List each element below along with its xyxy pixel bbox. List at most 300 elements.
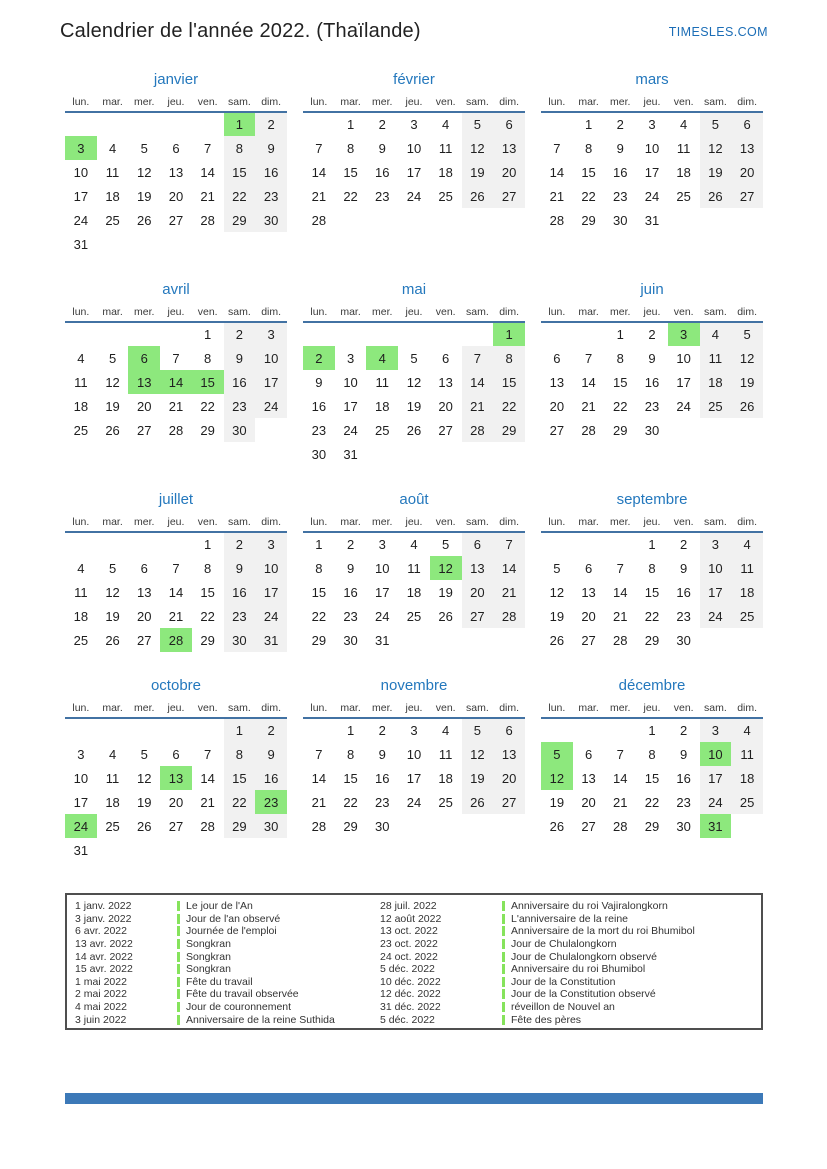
weekday-header: sam. [700,92,732,112]
empty-cell [462,628,494,652]
date-cell: 14 [613,770,628,786]
legend-row [380,938,695,951]
weekday-header: sam. [224,512,256,532]
date-cell: 20 [168,794,184,810]
date-cell: 1 [204,327,212,342]
date-cell: 28 [168,422,184,438]
legend-label: Fête du travail [186,975,253,988]
date-cell: 11 [74,584,88,600]
weekday-header: lun. [65,512,97,532]
date-cell: 19 [731,370,763,394]
weekday-header: dim. [255,698,287,718]
month-grid [541,92,763,232]
month-mars [541,70,763,232]
empty-cell [335,208,367,232]
legend-date: 24 oct. 2022 [380,950,438,963]
weekday-header: sam. [224,302,256,322]
weekday-header: lun. [303,92,335,112]
date-cell: 10 [700,556,732,580]
weekday-header: lun. [303,302,335,322]
date-cell: 17 [700,580,732,604]
empty-cell [493,628,525,652]
date-cell: 27 [168,212,184,228]
date-cell: 13 [493,136,525,160]
date-cell: 12 [406,374,422,390]
holiday-marker-icon [502,1002,505,1012]
date-cell: 5 [442,537,450,552]
date-cell: 19 [462,766,494,790]
weekday-header: lun. [541,698,573,718]
empty-cell [541,532,573,556]
weekday-header: ven. [192,512,224,532]
holiday-marker-icon [177,901,180,911]
date-cell: 18 [731,580,763,604]
date-cell: 7 [204,140,212,156]
weekday-header: mer. [604,512,636,532]
date-cell: 18 [438,770,453,786]
month-title: août [399,491,429,508]
date-cell: 25 [731,604,763,628]
empty-cell [541,322,573,346]
date-cell: 17 [343,398,358,414]
date-cell: 8 [584,140,593,156]
month-title: novembre [380,677,448,694]
date-cell: 23 [676,794,691,810]
date-cell: 3 [700,718,732,742]
date-cell: 12 [137,164,152,180]
date-cell: 25 [105,212,120,228]
weekday-header: jeu. [398,512,430,532]
date-cell: 13 [493,742,525,766]
date-cell: 30 [255,208,287,232]
date-cell: 18 [438,164,453,180]
date-cell: 20 [168,188,184,204]
empty-cell [160,112,192,136]
holiday-marker-icon [502,939,505,949]
date-cell: 16 [644,374,660,390]
holiday-marker-icon [177,926,180,936]
date-cell: 15 [343,164,358,180]
date-cell: 5 [140,746,148,762]
date-cell: 3 [378,537,386,552]
date-cell: 7 [204,746,212,762]
empty-cell [430,814,462,838]
date-cell: 23 [255,790,287,814]
legend-column-2 [380,900,695,1026]
date-cell: 16 [255,766,287,790]
date-cell: 31 [700,814,732,838]
date-cell: 19 [137,794,152,810]
legend-row [380,900,695,913]
date-cell: 2 [648,327,656,342]
date-cell: 14 [160,370,192,394]
weekday-header: mar. [97,302,129,322]
legend-date: 4 mai 2022 [75,1001,127,1014]
weekday-header: lun. [303,698,335,718]
weekday-header: sam. [224,698,256,718]
date-cell: 16 [375,164,390,180]
weekday-header: mer. [128,302,160,322]
month-title: septembre [616,491,688,508]
weekday-header: sam. [700,698,732,718]
holiday-marker-icon [502,964,505,974]
empty-cell [303,322,335,346]
empty-cell [493,814,525,838]
legend-row [75,913,335,926]
date-cell: 21 [581,398,596,414]
date-cell: 7 [616,746,624,762]
date-cell: 4 [77,560,85,576]
date-cell: 1 [648,537,656,552]
date-cell: 14 [613,584,628,600]
date-cell: 2 [255,718,287,742]
holiday-marker-icon [177,952,180,962]
month-septembre [541,490,763,652]
date-cell: 10 [406,140,422,156]
month-grid [65,698,287,862]
date-cell: 4 [442,117,450,132]
legend-label: Jour de la Constitution observé [511,988,656,1001]
date-cell: 31 [343,446,358,462]
weekday-header: lun. [65,302,97,322]
date-cell: 24 [700,604,732,628]
date-cell: 4 [366,346,398,370]
date-cell: 22 [343,188,358,204]
date-cell: 8 [493,346,525,370]
date-cell: 16 [676,770,691,786]
weekday-header: ven. [430,302,462,322]
date-cell: 10 [644,140,660,156]
empty-cell [462,814,494,838]
weekday-header: mer. [128,512,160,532]
date-cell: 30 [224,628,256,652]
legend-column-1 [75,900,335,1026]
date-cell: 28 [200,818,215,834]
date-cell: 23 [375,794,390,810]
date-cell: 6 [553,350,561,366]
date-cell: 7 [315,746,323,762]
date-cell: 16 [676,584,691,600]
date-cell: 13 [549,374,565,390]
month-grid [541,302,763,442]
date-cell: 12 [105,584,120,600]
empty-cell [462,322,494,346]
weekday-header: dim. [731,92,763,112]
empty-cell [731,628,763,652]
date-cell: 26 [549,632,565,648]
legend-label: Anniversaire de la reine Suthida [186,1013,335,1026]
month-grid [65,92,287,256]
date-cell: 5 [462,112,494,136]
date-cell: 17 [644,164,660,180]
weekday-header: ven. [430,92,462,112]
legend-label: Jour de la Constitution [511,975,616,988]
empty-cell [462,208,494,232]
date-cell: 13 [462,556,494,580]
date-cell: 30 [613,212,628,228]
date-cell: 22 [200,398,215,414]
date-cell: 29 [581,212,596,228]
legend-row [380,950,695,963]
date-cell: 12 [731,346,763,370]
date-cell: 8 [346,140,355,156]
date-cell: 12 [462,136,494,160]
empty-cell [97,532,129,556]
date-cell: 6 [493,112,525,136]
date-cell: 28 [549,212,565,228]
legend-date: 1 mai 2022 [75,975,127,988]
date-cell: 21 [168,608,184,624]
date-cell: 18 [105,794,120,810]
weekday-header: ven. [430,512,462,532]
date-cell: 7 [462,346,494,370]
date-cell: 9 [378,140,386,156]
weekday-header: mer. [366,698,398,718]
weekday-header: mer. [366,92,398,112]
site-link[interactable]: TIMESLES.COM [668,25,768,39]
empty-cell [430,208,462,232]
weekday-header: mar. [335,512,367,532]
date-cell: 3 [700,532,732,556]
date-cell: 26 [462,790,494,814]
weekday-header: jeu. [160,698,192,718]
legend-label: Anniversaire de la mort du roi Bhumibol [511,925,695,938]
empty-cell [160,322,192,346]
date-cell: 28 [493,604,525,628]
empty-cell [366,208,398,232]
date-cell: 16 [311,398,327,414]
empty-cell [303,718,335,742]
weekday-header: ven. [668,512,700,532]
legend-row [75,988,335,1001]
weekday-header: mar. [335,302,367,322]
page-title: Calendrier de l'année 2022. (Thaïlande) [60,20,421,42]
weekday-header: ven. [192,92,224,112]
date-cell: 26 [462,184,494,208]
legend-date: 15 avr. 2022 [75,963,133,976]
date-cell: 4 [731,718,763,742]
date-cell: 26 [700,184,732,208]
empty-cell [430,628,462,652]
holiday-legend [65,893,763,1030]
date-cell: 29 [343,818,358,834]
date-cell: 8 [204,350,212,366]
weekday-header: lun. [303,512,335,532]
date-cell: 8 [204,560,212,576]
legend-date: 2 mai 2022 [75,988,127,1001]
date-cell: 13 [137,584,152,600]
legend-date: 12 déc. 2022 [380,988,441,1001]
legend-row [75,900,335,913]
weekday-header: mar. [335,92,367,112]
legend-date: 5 déc. 2022 [380,1013,435,1026]
date-cell: 5 [108,560,117,576]
date-cell: 22 [343,794,358,810]
weekday-header: jeu. [160,512,192,532]
date-cell: 31 [375,632,390,648]
date-cell: 5 [541,742,573,766]
date-cell: 15 [644,584,660,600]
holiday-marker-icon [502,952,505,962]
date-cell: 6 [140,560,148,576]
date-cell: 1 [224,112,256,136]
date-cell: 3 [410,117,418,132]
date-cell: 4 [442,723,450,738]
month-title: janvier [153,71,199,88]
date-cell: 10 [676,350,691,366]
empty-cell [668,418,700,442]
date-cell: 6 [172,140,180,156]
date-cell: 21 [613,794,628,810]
legend-date: 31 déc. 2022 [380,1001,441,1014]
weekday-header: lun. [541,512,573,532]
date-cell: 29 [493,418,525,442]
date-cell: 23 [343,608,358,624]
date-cell: 15 [192,370,224,394]
date-cell: 23 [311,422,327,438]
weekday-header: mer. [366,302,398,322]
weekday-header: mar. [97,698,129,718]
date-cell: 31 [73,842,89,858]
weekday-header: lun. [65,698,97,718]
empty-cell [160,232,192,256]
date-cell: 10 [375,560,390,576]
date-cell: 19 [462,160,494,184]
date-cell: 10 [343,374,358,390]
date-cell: 23 [375,188,390,204]
legend-date: 23 oct. 2022 [380,938,438,951]
weekday-header: dim. [731,698,763,718]
legend-label: Anniversaire du roi Bhumibol [511,963,646,976]
date-cell: 11 [407,560,421,576]
date-cell: 5 [462,718,494,742]
empty-cell [192,232,224,256]
empty-cell [366,442,398,466]
date-cell: 16 [343,584,358,600]
empty-cell [160,532,192,556]
legend-date: 10 déc. 2022 [380,975,441,988]
date-cell: 15 [200,584,215,600]
weekday-header: sam. [700,302,732,322]
date-cell: 18 [73,398,89,414]
date-cell: 27 [137,422,152,438]
date-cell: 3 [648,117,656,132]
date-cell: 20 [581,794,596,810]
date-cell: 14 [200,770,215,786]
holiday-marker-icon [177,914,180,924]
date-cell: 27 [168,818,184,834]
empty-cell [128,838,160,862]
legend-date: 14 avr. 2022 [75,950,133,963]
date-cell: 12 [549,584,565,600]
date-cell: 29 [613,422,628,438]
date-cell: 5 [410,350,418,366]
date-cell: 22 [224,184,256,208]
date-cell: 29 [200,632,215,648]
date-cell: 30 [224,418,256,442]
date-cell: 10 [406,746,422,762]
date-cell: 8 [224,742,256,766]
empty-cell [335,322,367,346]
date-cell: 17 [700,766,732,790]
date-cell: 14 [168,584,184,600]
legend-row [380,1001,695,1014]
date-cell: 6 [128,346,160,370]
empty-cell [65,718,97,742]
empty-cell [668,208,700,232]
month-title: avril [162,281,190,298]
weekday-header: dim. [493,92,525,112]
weekday-header: jeu. [398,302,430,322]
legend-row [380,1013,695,1026]
date-cell: 21 [200,794,215,810]
date-cell: 13 [438,374,453,390]
date-cell: 7 [584,350,593,366]
date-cell: 9 [616,140,624,156]
empty-cell [541,718,573,742]
date-cell: 26 [105,632,120,648]
date-cell: 24 [375,608,390,624]
date-cell: 24 [255,604,287,628]
date-cell: 6 [442,350,450,366]
date-cell: 27 [438,422,453,438]
legend-date: 1 janv. 2022 [75,900,132,913]
date-cell: 28 [613,818,628,834]
date-cell: 18 [105,188,120,204]
empty-cell [128,112,160,136]
empty-cell [65,322,97,346]
weekday-header: jeu. [636,512,668,532]
date-cell: 7 [172,350,180,366]
weekday-header: lun. [541,302,573,322]
date-cell: 12 [430,556,462,580]
empty-cell [160,718,192,742]
weekday-header: ven. [192,302,224,322]
legend-row [75,925,335,938]
date-cell: 16 [224,580,256,604]
date-cell: 1 [315,537,323,552]
empty-cell [700,418,732,442]
empty-cell [366,322,398,346]
date-cell: 10 [73,164,89,180]
date-cell: 8 [315,560,323,576]
date-cell: 28 [311,818,327,834]
empty-cell [731,208,763,232]
date-cell: 23 [644,398,660,414]
weekday-header: mer. [128,698,160,718]
month-title: juillet [158,491,194,508]
legend-label: Fête des pères [511,1013,582,1026]
weekday-header: mar. [573,92,605,112]
legend-label: réveillon de Nouvel an [511,1001,615,1014]
date-cell: 9 [255,742,287,766]
date-cell: 2 [255,112,287,136]
weekday-header: jeu. [160,302,192,322]
date-cell: 18 [375,398,390,414]
month-novembre [303,676,525,838]
date-cell: 1 [648,723,656,738]
date-cell: 30 [255,814,287,838]
date-cell: 10 [255,556,287,580]
date-cell: 22 [581,188,596,204]
date-cell: 25 [73,422,89,438]
date-cell: 2 [346,537,355,552]
holiday-marker-icon [502,901,505,911]
date-cell: 26 [438,608,453,624]
date-cell: 25 [676,188,691,204]
legend-label: Songkran [186,963,231,976]
empty-cell [430,442,462,466]
